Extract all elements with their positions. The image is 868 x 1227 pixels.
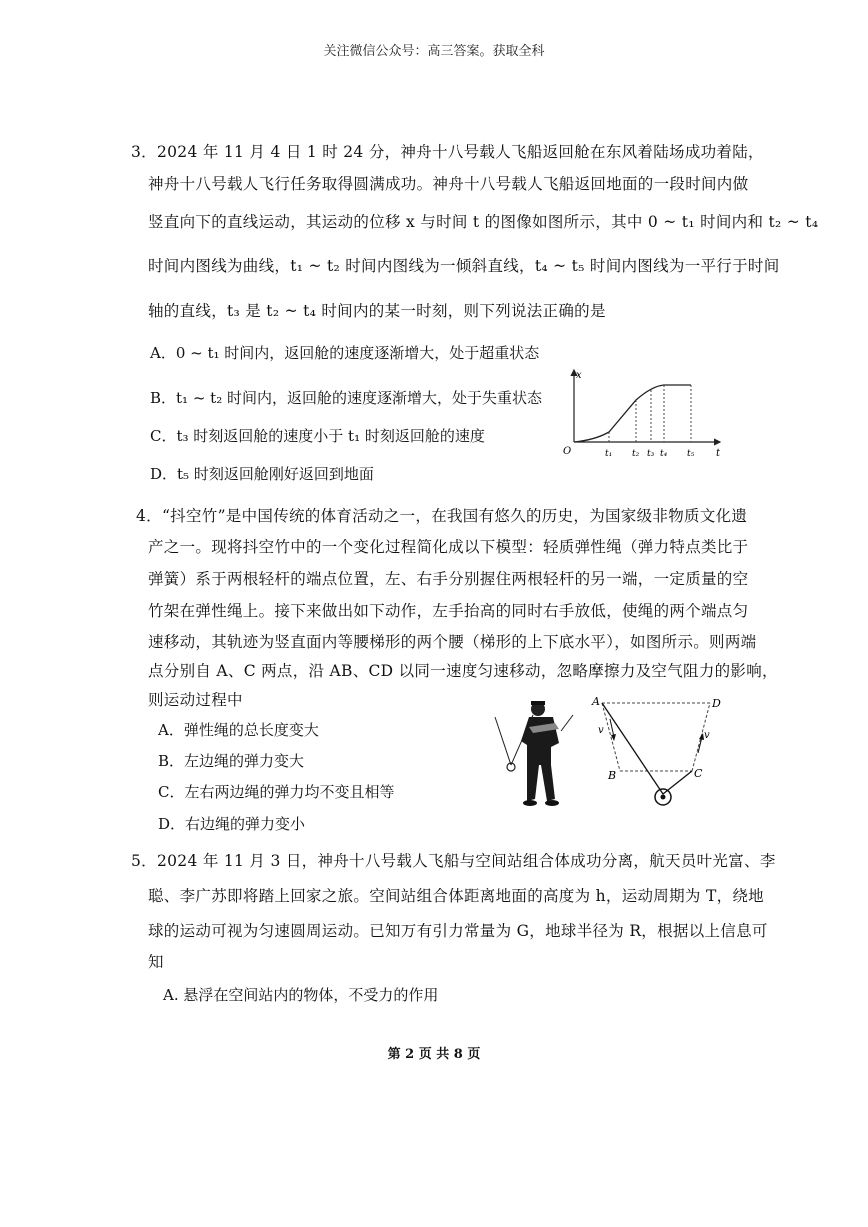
tick-t3: t₃ — [647, 449, 655, 459]
q4-line-6: 点分别自 A、C 两点，沿 AB、CD 以同一速度匀速移动，忽略摩擦力及空气阻力的影响， — [148, 662, 778, 680]
q3-line-2: 神舟十八号载人飞行任务取得圆满成功。神舟十八号载人飞船返回地面的一段时间内做 — [148, 175, 749, 193]
q4-line-1: 4．“抖空竹”是中国传统的体育活动之一，在我国有悠久的历史，为国家级非物质文化遗 — [136, 507, 748, 525]
q3-line-1: 3．2024 年 11 月 4 日 1 时 24 分，神舟十八号载人飞船返回舱在东风着陆场成功着陆， — [131, 143, 764, 161]
tick-t4: t₄ — [660, 449, 668, 459]
player-left-leg — [527, 765, 539, 801]
q3-option-b: B．t₁ ~ t₂ 时间内，返回舱的速度逐渐增大，处于失重状态 — [150, 389, 542, 407]
player-right-shoe — [545, 800, 559, 806]
tick-t2: t₂ — [632, 449, 640, 459]
label-v-right: v — [704, 730, 710, 741]
xt-curve — [574, 385, 691, 442]
q3-line-4: 时间内图线为曲线，t₁ ~ t₂ 时间内图线为一倾斜直线，t₄ ~ t₅ 时间内图线为一平行于时间 — [148, 257, 780, 275]
t-axis-label: t — [716, 448, 721, 459]
x-axis-label: x — [576, 370, 582, 381]
player-hat — [531, 701, 545, 705]
q3-option-d: D．t₅ 时刻返回舱刚好返回到地面 — [150, 465, 374, 483]
q3-line-3: 竖直向下的直线运动，其运动的位移 x 与时间 t 的图像如图所示，其中 0 ~ t₁ 时间内和 t₂ ~ t₄ — [148, 213, 819, 231]
q5-line-1: 5．2024 年 11 月 3 日，神舟十八号载人飞船与空间站组合体成功分离，航天员叶光富、李 — [131, 852, 776, 870]
q4-trapezoid-diagram — [588, 693, 728, 815]
q3-option-c: C．t₃ 时刻返回舱的速度小于 t₁ 时刻返回舱的速度 — [150, 427, 485, 445]
q5-line-2: 聪、李广苏即将踏上回家之旅。空间站组合体距离地面的高度为 h，运动周期为 T，绕地 — [148, 887, 764, 905]
q5-line-3: 球的运动可视为匀速圆周运动。已知万有引力常量为 G，地球半径为 R，根据以上信息可 — [148, 922, 768, 940]
q4-line-5: 速移动，其轨迹为竖直面内等腰梯形的两个腰（梯形的上下底水平），如图所示。则两端 — [148, 633, 757, 651]
q4-line-7: 则运动过程中 — [148, 691, 243, 709]
tick-t5: t₅ — [687, 449, 695, 459]
q3-xt-graph — [560, 366, 730, 462]
velocity-arrowhead-down — [611, 734, 616, 741]
player-right-leg — [541, 765, 555, 801]
left-string — [495, 717, 511, 765]
label-d: D — [712, 697, 721, 710]
diabolo-player-illustration — [493, 695, 603, 813]
q4-line-3: 弹簧）系于两根轻杆的端点位置，左、右手分别握住两根轻杆的另一端，一定质量的空 — [148, 570, 749, 588]
q5-line-4: 知 — [148, 953, 164, 971]
page-footer: 第 2 页 共 8 页 — [387, 1047, 481, 1062]
right-stick — [561, 715, 573, 731]
origin-label: O — [563, 446, 572, 457]
q4-line-4: 竹架在弹性绳上。接下来做出如下动作，左手抬高的同时右手放低，使绳的两个端点匀 — [148, 602, 749, 620]
trapezoid-leg-ab — [602, 703, 620, 771]
q4-option-d: D．右边绳的弹力变小 — [158, 815, 306, 833]
q4-option-a: A．弹性绳的总长度变大 — [158, 721, 319, 739]
q3-option-a: A．0 ~ t₁ 时间内，返回舱的速度逐渐增大，处于超重状态 — [150, 344, 540, 362]
q4-option-b: B．左边绳的弹力变大 — [158, 752, 305, 770]
q4-option-c: C．左右两边绳的弹力均不变且相等 — [158, 783, 395, 801]
page-header-watermark: 关注微信公众号：高三答案。获取全科 — [323, 44, 545, 59]
player-left-shoe — [523, 800, 537, 806]
label-a: A — [592, 695, 600, 708]
diabolo-axle — [661, 795, 666, 800]
q4-line-2: 产之一。现将抖空竹中的一个变化过程简化成以下模型：轻质弹性绳（弹力特点类比于 — [148, 538, 749, 556]
q3-line-5: 轴的直线，t₃ 是 t₂ ~ t₄ 时间内的某一时刻，则下列说法正确的是 — [148, 302, 606, 320]
label-b: B — [608, 769, 617, 782]
label-c: C — [694, 767, 703, 780]
q5-option-a: A. 悬浮在空间站内的物体，不受力的作用 — [163, 986, 439, 1004]
label-v-left: v — [598, 725, 604, 736]
tick-t1: t₁ — [605, 449, 613, 459]
